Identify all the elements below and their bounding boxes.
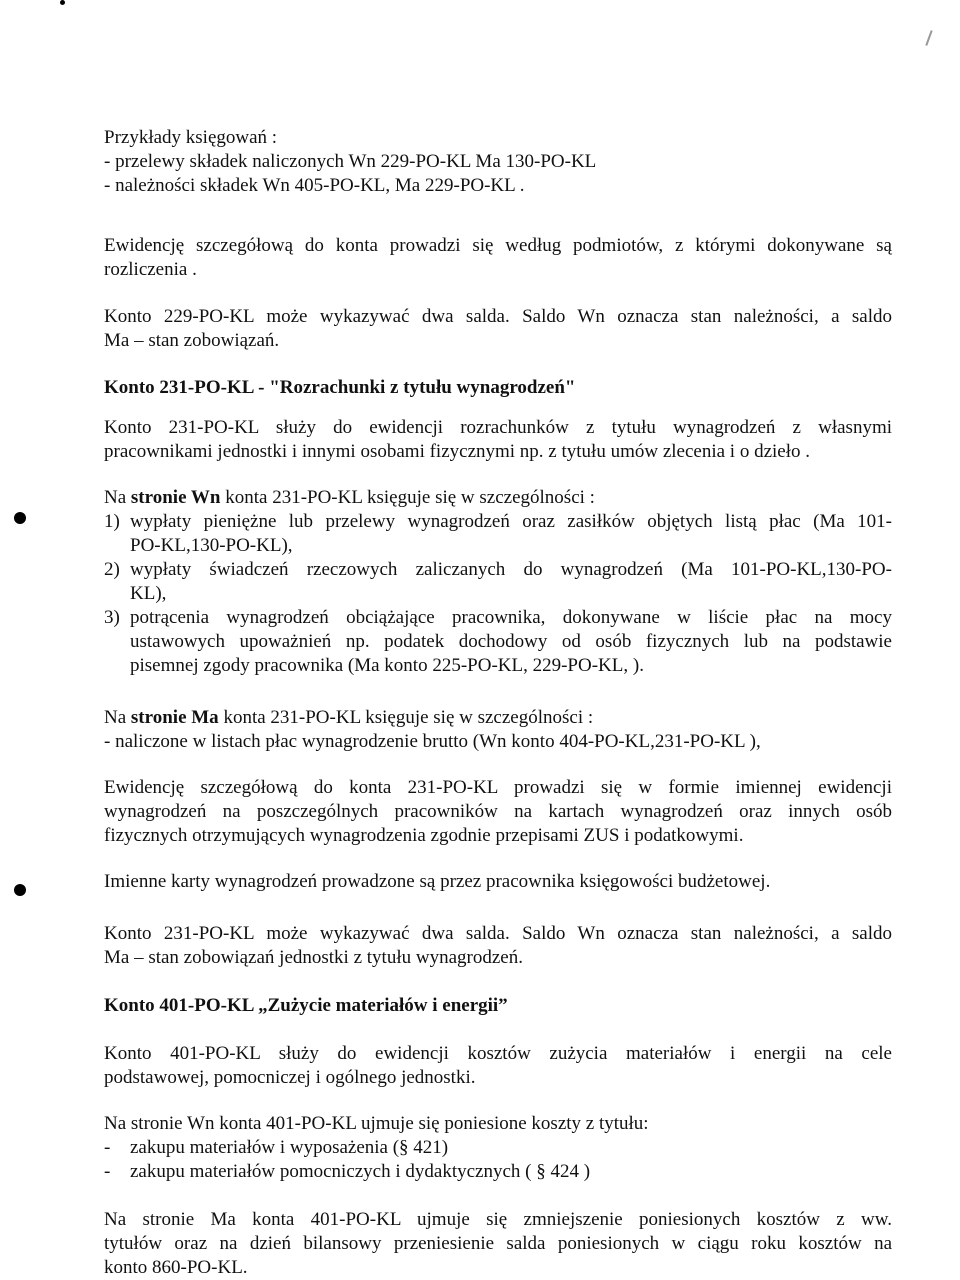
paragraph-ma-401: [104, 1208, 892, 1280]
scan-mark: [925, 30, 932, 46]
paragraph-ewidencja-229: [104, 234, 892, 282]
example-line: - przelewy składek naliczonych Wn 229-PO-KL Ma 130-PO-KL: [104, 151, 597, 172]
paragraph-line: Ma – stan zobowiązań jednostki z tytułu wynagrodzeń.: [104, 947, 523, 968]
heading-konto-401: Konto 401-PO-KL „Zużycie materiałów i energii”: [104, 995, 508, 1016]
heading-konto-231: Konto 231-PO-KL - "Rozrachunki z tytułu wynagrodzeń": [104, 377, 576, 398]
example-line: - należności składek Wn 405-PO-KL, Ma 229-PO-KL .: [104, 175, 525, 196]
paragraph-line: Ewidencję szczegółową do konta 231-PO-KL prowadzi się w formie imiennej ewidencji: [104, 777, 892, 798]
list-item: 1) wypłaty pieniężne lub przelewy wynagrodzeń oraz zasiłków objętych listą płac (Ma 101- PO-KL,130-PO-KL),: [104, 511, 892, 556]
paragraph-line: Konto 401-PO-KL służy do ewidencji kosztów zużycia materiałów i energii na cele: [104, 1043, 892, 1064]
wn-401-intro: Na stronie Wn konta 401-PO-KL ujmuje się poniesione koszty z tytułu:: [104, 1113, 649, 1134]
paragraph-line: fizycznych otrzymujących wynagrodzenia zgodnie przepisami ZUS i podatkowymi.: [104, 825, 744, 846]
list-item: 3) potrącenia wynagrodzeń obciążające pracownika, dokonywane w liście płac na mocy ustawowych upoważnień np. podatek dochodowy od osób fizycznych lub na podstawie pisemnej zgody pracownika (Ma konto 225-PO-KL, 229-PO-KL, ).: [104, 607, 892, 676]
list-item: - zakupu materiałów pomocniczych i dydaktycznych ( § 424 ): [104, 1161, 591, 1182]
list-item: - zakupu materiałów i wyposażenia (§ 421): [104, 1137, 449, 1158]
paragraph-line: wynagrodzeń na poszczególnych pracowników na kartach wynagrodzeń oraz innych osób: [104, 801, 892, 822]
paragraph-line: Na stronie Ma konta 401-PO-KL ujmuje się zmniejszenie poniesionych kosztów z ww.: [104, 1209, 892, 1230]
wn-231-list: [104, 510, 892, 678]
paragraph-line: Konto 229-PO-KL może wykazywać dwa salda. Saldo Wn oznacza stan należności, a saldo: [104, 306, 892, 327]
paragraph-konto-401: [104, 1042, 892, 1090]
paragraph-saldo-231: [104, 922, 892, 970]
ma-231-line: - naliczone w listach płac wynagrodzenie brutto (Wn konto 404-PO-KL,231-PO-KL ),: [104, 731, 761, 752]
paragraph-karty: Imienne karty wynagrodzeń prowadzone są przez pracownika księgowości budżetowej.: [104, 871, 771, 892]
paragraph-konto-231: [104, 416, 892, 464]
paragraph-line: pracownikami jednostki i innymi osobami fizycznymi np. z tytułu umów zlecenia i o dzieło .: [104, 441, 811, 462]
wn-401-list: [104, 1136, 590, 1184]
paragraph-line: Konto 231-PO-KL może wykazywać dwa salda. Saldo Wn oznacza stan należności, a saldo: [104, 923, 892, 944]
paragraph-ewidencja-231: [104, 776, 892, 848]
ma-231-block: Na stronie Ma konta 231-PO-KL księguje się w szczególności : - naliczone w listach płac wynagrodzenie brutto (Wn konto 404-PO-KL,231-PO-KL ),: [104, 707, 761, 752]
paragraph-line: konto 860-PO-KL.: [104, 1257, 248, 1278]
paragraph-line: Ma – stan zobowiązań.: [104, 330, 280, 351]
paragraph-line: Ewidencję szczegółową do konta prowadzi się według podmiotów, z którymi dokonywane są: [104, 235, 892, 256]
punch-hole-mark: [14, 884, 26, 896]
paragraph-line: Konto 231-PO-KL służy do ewidencji rozrachunków z tytułu wynagrodzeń z własnymi: [104, 417, 892, 438]
punch-hole-mark: [14, 512, 26, 524]
paragraph-line: podstawowej, pomocniczej i ogólnego jednostki.: [104, 1067, 476, 1088]
examples-block: [104, 126, 596, 198]
scan-speck: [60, 0, 65, 5]
paragraph-line: rozliczenia .: [104, 259, 197, 280]
wn-231-intro: Na stronie Wn konta 231-PO-KL księguje się w szczególności :: [104, 487, 595, 508]
examples-title: Przykłady księgowań :: [104, 127, 278, 148]
list-item: 2) wypłaty świadczeń rzeczowych zaliczanych do wynagrodzeń (Ma 101-PO-KL,130-PO- KL),: [104, 559, 892, 604]
paragraph-line: tytułów oraz na dzień bilansowy przeniesienie salda poniesionych w ciągu roku kosztów na: [104, 1233, 892, 1254]
paragraph-saldo-229: [104, 305, 892, 353]
